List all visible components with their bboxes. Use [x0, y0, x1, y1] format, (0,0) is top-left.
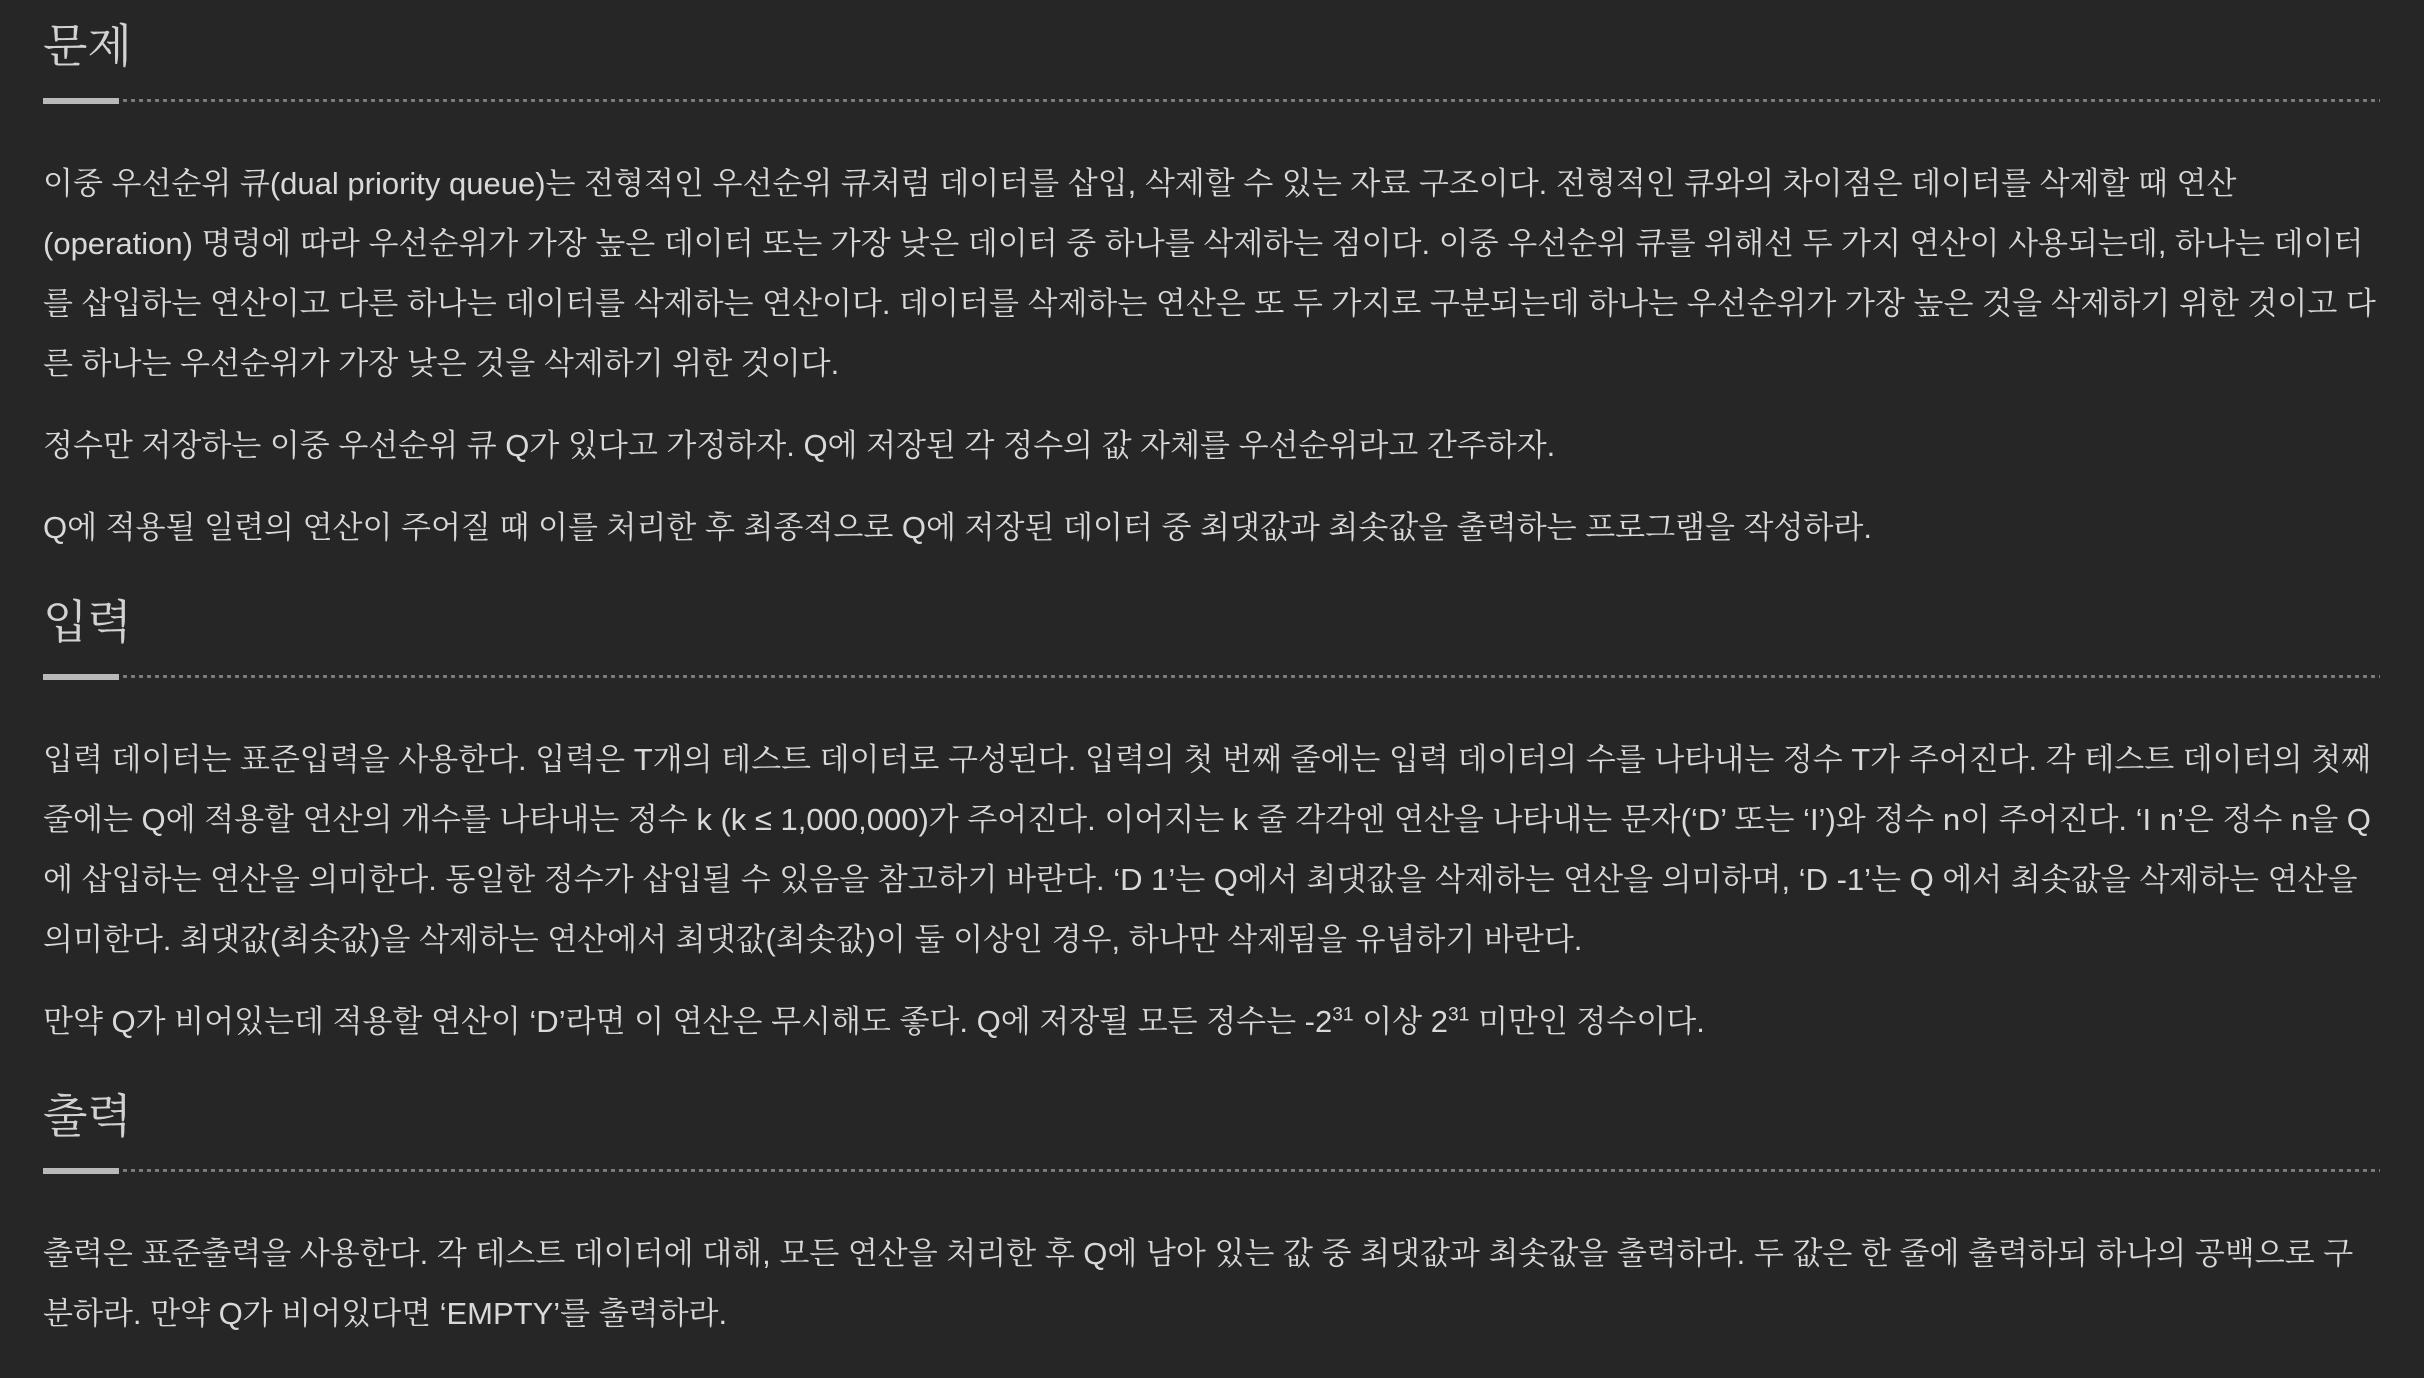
constraint-text-segment: 이상 2: [1353, 1004, 1448, 1039]
divider-dotted-rule: [43, 1169, 2380, 1172]
constraint-text-segment: 미만인 정수이다.: [1469, 1004, 1705, 1039]
section-title-output: 출력: [43, 1090, 132, 1142]
problem-description-paragraph: 이중 우선순위 큐(dual priority queue)는 전형적인 우선순위 큐처럼 데이터를 삽입, 삭제할 수 있는 자료 구조이다. 전형적인 큐와의 차이점은 데이터를 삭제할 때 연산(operation) 명령에 따라 우선순위가 가장 높은 데이터 또는 가장 낮은 데이터 중 하나를 삭제하는 점이다. 이중 우선순위 큐를 위해선 두 가지 연산이 사용되는데, 하나는 데이터를 삽입하는 연산이고 다른 하나는 데이터를 삭제하는 연산이다. 데이터를 삭제하는 연산은 또 두 가지로 구분되는데 하나는 우선순위가 가장 높은 것을 삭제하기 위한 것이고 다른 하나는 우선순위가 가장 낮은 것을 삭제하기 위한 것이다.: [43, 166, 2376, 381]
constraint-text-segment: 만약 Q가 비어있는데 적용할 연산이 ‘D’라면 이 연산은 무시해도 좋다. Q에 저장될 모든 정수는 -2: [43, 1004, 1333, 1039]
divider-dotted-rule: [43, 675, 2380, 678]
section-title-problem: 문제: [43, 20, 132, 72]
divider-solid-bar: [43, 1168, 119, 1174]
divider-dotted-rule: [43, 99, 2380, 102]
problem-task-paragraph: Q에 적용될 일련의 연산이 주어질 때 이를 처리한 후 최종적으로 Q에 저장된 데이터 중 최댓값과 최솟값을 출력하는 프로그램을 작성하라.: [43, 510, 1872, 545]
divider-solid-bar: [43, 674, 119, 680]
problem-assumption-paragraph: 정수만 저장하는 이중 우선순위 큐 Q가 있다고 가정하자. Q에 저장된 각 정수의 값 자체를 우선순위라고 간주하자.: [43, 428, 1556, 463]
output-format-paragraph: 출력은 표준출력을 사용한다. 각 테스트 데이터에 대해, 모든 연산을 처리한 후 Q에 남아 있는 값 중 최댓값과 최솟값을 출력하라. 두 값은 한 줄에 출력하되 하나의 공백으로 구분하라. 만약 Q가 비어있다면 ‘EMPTY’를 출력하라.: [43, 1236, 2354, 1331]
section-divider: [43, 674, 2380, 680]
section-divider: [43, 1168, 2380, 1174]
input-constraints-paragraph: [43, 992, 2380, 1052]
input-format-paragraph: 입력 데이터는 표준입력을 사용한다. 입력은 T개의 테스트 데이터로 구성된다. 입력의 첫 번째 줄에는 입력 데이터의 수를 나타내는 정수 T가 주어진다. 각 테스트 데이터의 첫째 줄에는 Q에 적용할 연산의 개수를 나타내는 정수 k (k ≤ 1,000,000)가 주어진다. 이어지는 k 줄 각각엔 연산을 나타내는 문자(‘D’ 또는 ‘I’)와 정수 n이 주어진다. ‘I n’은 정수 n을 Q에 삽입하는 연산을 의미한다. 동일한 정수가 삽입될 수 있음을 참고하기 바란다. ‘D 1’는 Q에서 최댓값을 삭제하는 연산을 의미하며, ‘D -1’는 Q 에서 최솟값을 삭제하는 연산을 의미한다. 최댓값(최솟값)을 삭제하는 연산에서 최댓값(최솟값)이 둘 이상인 경우, 하나만 삭제됨을 유념하기 바란다.: [43, 742, 2372, 957]
divider-solid-bar: [43, 98, 119, 104]
exponent-31: 31: [1447, 1004, 1470, 1026]
section-divider: [43, 98, 2380, 104]
problem-page: [0, 18, 2424, 1344]
section-title-input: 입력: [43, 596, 132, 648]
exponent-31: 31: [1332, 1004, 1354, 1026]
